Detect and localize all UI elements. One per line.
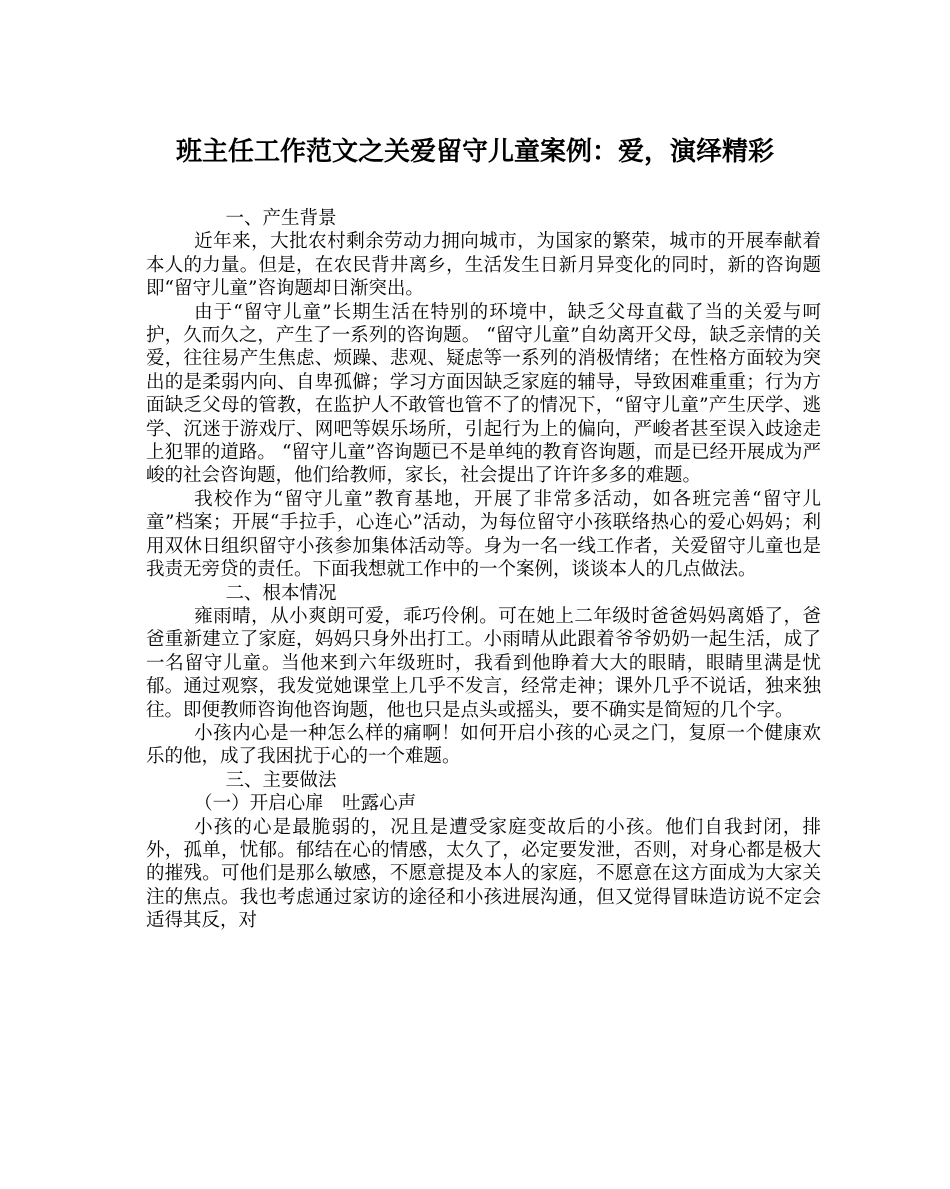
section-heading: 三、主要做法: [225, 769, 337, 791]
subsection-heading: （一）开启心扉 吐露心声: [194, 793, 417, 815]
paragraph: 小孩的心是最脆弱的，况且是遭受家庭变故后的小孩。他们自我封闭，排外，孤单，忧郁。郁结在心的情感，太久了，必定要发泄，否则，对身心都是极大的摧残。可他们是那么敏感，不愿意提及本人的家庭，不愿意在这方面成为大家关注的焦点。我也考虑通过家访的途径和小孩进展沟通，但又觉得冒昧造访说不定会适得其反，对: [146, 816, 821, 932]
paragraph: 雍雨晴，从小爽朗可爱，乖巧伶俐。可在她上二年级时爸爸妈妈离婚了，爸爸重新建立了家庭，妈妈只身外出打工。小雨晴从此跟着爷爷奶奶一起生活，成了一名留守儿童。当他来到六年级班时，我看到他睁着大大的眼睛，眼睛里满是忧郁。通过观察，我发觉她课堂上几乎不发言，经常走神；课外几乎不说话，独来独往。即便教师咨询他咨询题，他也只是点头或摇头，要不确实是简短的几个字。: [146, 605, 821, 721]
section-heading: 二、根本情况: [225, 582, 337, 604]
section-heading: 一、产生背景: [225, 208, 337, 229]
paragraph: 小孩内心是一种怎么样的痛啊！如何开启小孩的心灵之门，复原一个健康欢乐的他，成了我困扰于心的一个难题。: [146, 722, 821, 768]
paragraph: 我校作为“留守儿童”教育基地，开展了非常多活动，如各班完善“留守儿童”档案；开展“手拉手，心连心”活动，为每位留守小孩联络热心的爱心妈妈；利用双休日组织留守小孩参加集体活动等。身为一名一线工作者，关爱留守儿童也是我责无旁贷的责任。下面我想就工作中的一个案例，谈谈本人的几点做法。: [146, 488, 821, 581]
paragraph: 由于“留守儿童”长期生活在特别的环境中，缺乏父母直截了当的关爱与呵护，久而久之，产生了一系列的咨询题。 “留守儿童”自幼离开父母，缺乏亲情的关爱，往往易产生焦虑、烦躁、悲观、疑虑等一系列的消极情绪；在性格方面较为突出的是柔弱内向、自卑孤僻；学习方面因缺乏家庭的辅导，导致困难重重；行为方面缺乏父母的管教，在监护人不敢管也管不了的情况下，“留守儿童”产生厌学、逃学、沉迷于游戏厅、网吧等娱乐场所，引起行为上的偏向，严峻者甚至误入歧途走上犯罪的道路。 “留守儿童”咨询题已不是单纯的教育咨询题，而是已经开展成为严峻的社会咨询题，他们给教师，家长，社会提出了许许多多的难题。: [146, 301, 821, 487]
document-body: [146, 207, 821, 933]
document-title: 班主任工作范文之关爱留守儿童案例：爱，演绎精彩: [175, 137, 774, 167]
paragraph: 近年来，大批农村剩余劳动力拥向城市，为国家的繁荣，城市的开展奉献着本人的力量。但是，在农民背井离乡，生活发生日新月异变化的同时，新的咨询题即“留守儿童”咨询题却日渐突出。: [146, 231, 821, 300]
